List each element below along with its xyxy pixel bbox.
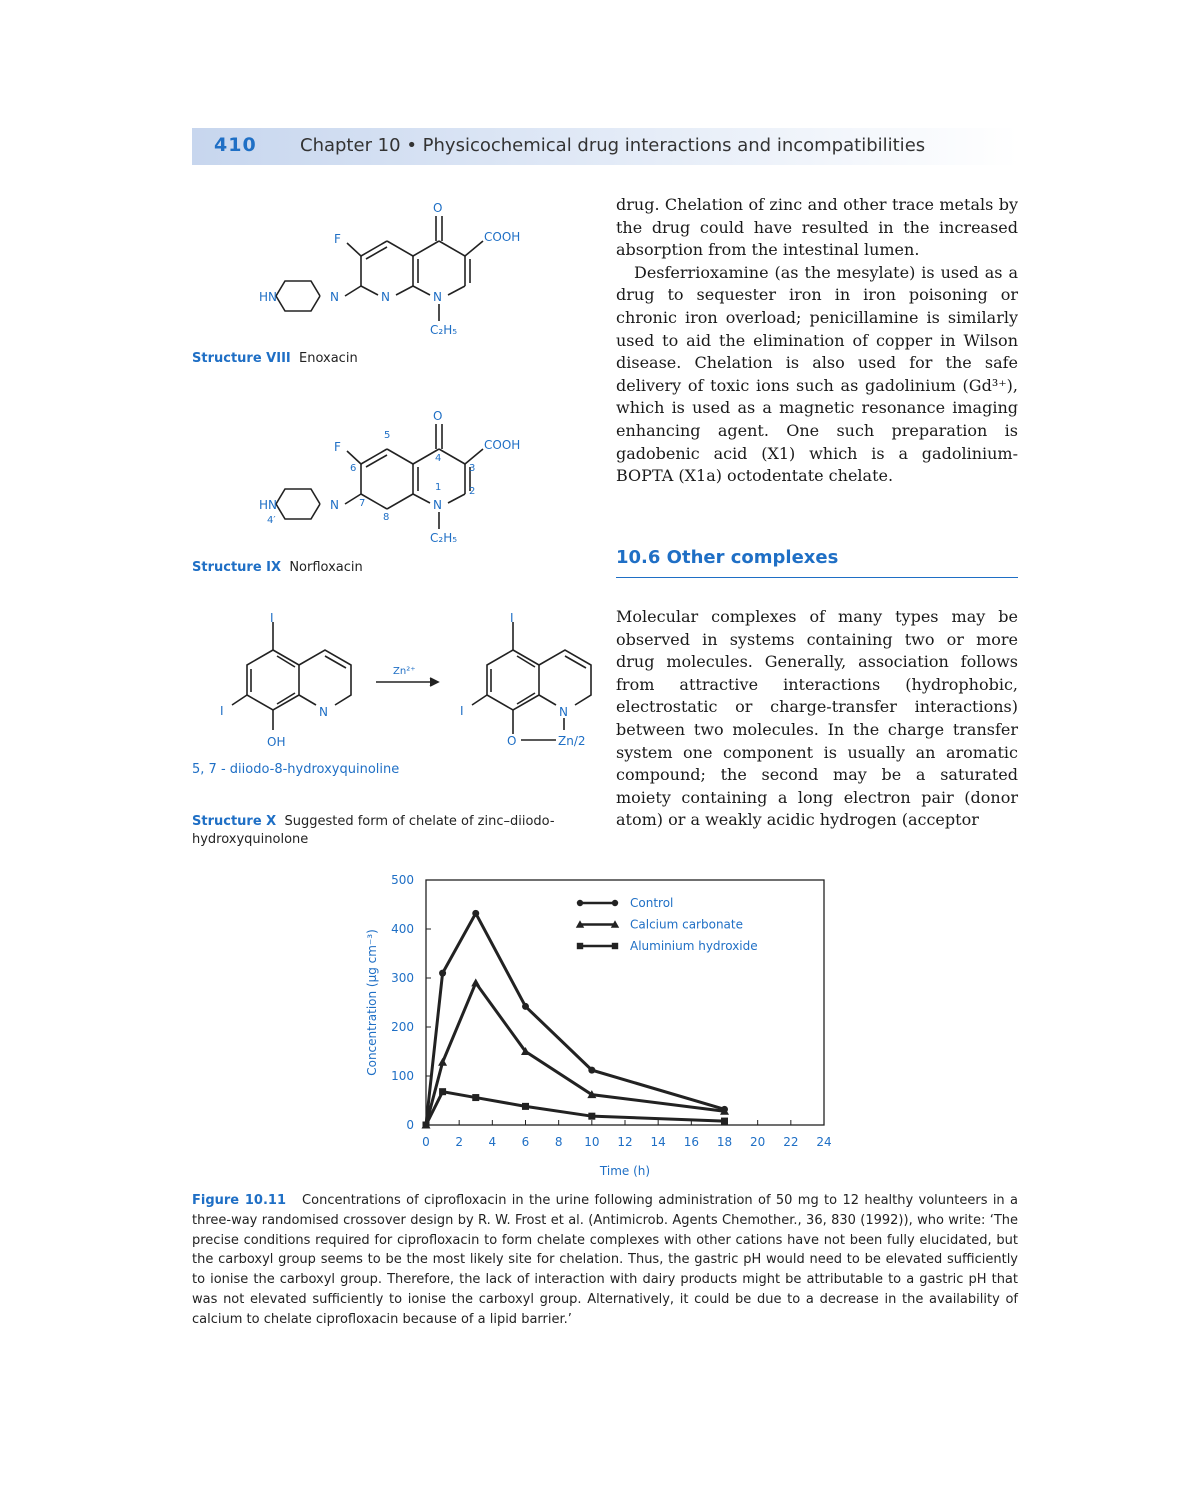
running-header: [192, 128, 1018, 165]
atom-hn: HN: [259, 290, 277, 304]
atom-n: N: [330, 498, 339, 512]
data-point: [423, 1122, 430, 1129]
paragraph: drug. Chelation of zinc and other trace metals by the drug could have resulted in the increased absorption from the intestinal lumen.: [616, 195, 1018, 260]
locant: 8: [383, 512, 390, 523]
data-point: [439, 970, 446, 977]
data-point: [471, 978, 480, 986]
structure-caption: hydroxyquinolone: [192, 832, 309, 847]
locant: 3: [469, 463, 476, 474]
y-tick-label: 400: [391, 922, 414, 936]
atom-o: O: [433, 201, 443, 215]
atom-n: N: [319, 705, 328, 719]
structure-label: Structure IX: [192, 560, 282, 575]
y-tick-label: 100: [391, 1069, 414, 1083]
atom-i: I: [220, 704, 224, 718]
atom-hn: HN: [259, 498, 277, 512]
right-column-upper: [616, 194, 1018, 488]
atom-i: I: [460, 704, 464, 718]
data-point: [721, 1118, 728, 1125]
data-point: [472, 910, 479, 917]
group-cooh: COOH: [484, 230, 521, 244]
atom-o: O: [507, 734, 517, 748]
y-tick-label: 300: [391, 971, 414, 985]
zinc-half: Zn/2: [558, 734, 586, 748]
data-point: [438, 1058, 447, 1066]
data-point: [472, 1094, 479, 1101]
chelation-scheme: [210, 612, 610, 752]
legend-label: Aluminium hydroxide: [630, 939, 758, 953]
y-tick-label: 0: [406, 1118, 414, 1132]
locant: 4′: [267, 515, 276, 526]
atom-n: N: [381, 290, 390, 304]
norfloxacin-structure: [255, 404, 555, 549]
atom-n: N: [433, 290, 442, 304]
chapter-title: Chapter 10 • Physicochemical drug interactions and incompatibilities: [300, 135, 926, 156]
structure-name: Norfloxacin: [289, 560, 363, 575]
structure-caption: Suggested form of chelate of zinc–diiodo-: [284, 814, 555, 829]
figure-caption: [192, 1191, 1018, 1330]
paragraph: Molecular complexes of many types may be observed in systems containing two or more drug molecules. Generally, association follows from attractive interactions (hydrophobic, electrostatic or charge-transfer interactions) between two molecules. In the charge transfer system one component is usually an aromatic compound; the second may be a saturated moiety containing a long electron pair (donor atom) or a weakly acidic hydrogen (acceptor: [616, 607, 1018, 830]
enoxacin-structure: [255, 196, 555, 341]
legend-label: Control: [630, 896, 674, 910]
group-cooh: COOH: [484, 438, 521, 452]
concentration-chart: [352, 868, 842, 1180]
x-tick-label: 0: [422, 1135, 430, 1149]
locant: 2: [469, 486, 476, 497]
locant: 6: [350, 463, 357, 474]
data-point: [577, 900, 583, 906]
page-number: 410: [214, 134, 257, 156]
atom-n: N: [330, 290, 339, 304]
locant: 7: [359, 498, 366, 509]
atom-o: O: [433, 409, 443, 423]
x-tick-label: 14: [650, 1135, 666, 1149]
data-point: [612, 900, 618, 906]
group-oh: OH: [267, 735, 286, 749]
data-point: [522, 1003, 529, 1010]
x-tick-label: 4: [488, 1135, 497, 1149]
data-point: [588, 1113, 595, 1120]
figure-caption-text: Concentrations of ciprofloxacin in the urine following administration of 50 mg to 12 healthy volunteers in a three-way randomised crossover design by R. W. Frost et al. (Antimicrob. Agents Chemother., 36, 830 (1992)), who write: ‘The precise conditions required for ciprofloxacin to form chelate complexes with other cations have not been fully elucidated, but the carboxyl group seems to be the most likely site for chelation. Thus, the gastric pH would need to be elevated sufficiently to ionise the carboxyl group. Therefore, the lack of interaction with dairy products might be attributable to a gastric pH that was not elevated sufficiently to ionise the carboxyl group. Alternatively, it could be due to a decrease in the availability of calcium to chelate ciprofloxacin because of a lipid barrier.’: [192, 1193, 1018, 1327]
right-column-lower: [616, 606, 1018, 832]
x-tick-label: 10: [584, 1135, 600, 1149]
data-point: [439, 1088, 446, 1095]
y-tick-label: 200: [391, 1020, 414, 1034]
legend-label: Calcium carbonate: [630, 917, 743, 932]
structure-x-caption: [192, 813, 592, 849]
figure-label: Figure 10.11: [192, 1193, 286, 1208]
x-tick-label: 22: [783, 1135, 799, 1149]
atom-f: F: [334, 440, 341, 454]
structure-label: Structure VIII: [192, 351, 291, 366]
x-tick-label: 12: [617, 1135, 633, 1149]
section-heading: [616, 547, 1018, 578]
y-tick-label: 500: [391, 873, 414, 887]
x-tick-label: 16: [683, 1135, 699, 1149]
x-tick-label: 8: [554, 1135, 563, 1149]
x-tick-label: 20: [750, 1135, 766, 1149]
group-ethyl: C₂H₅: [430, 531, 458, 545]
structure-label: Structure X: [192, 814, 277, 829]
data-point: [612, 943, 618, 949]
locant: 5: [384, 430, 391, 441]
structure-ix-caption: [192, 560, 363, 575]
y-axis-label: Concentration (μg cm⁻³): [365, 929, 379, 1076]
section-title: 10.6 Other complexes: [616, 547, 839, 568]
atom-i: I: [270, 612, 274, 625]
x-tick-label: 6: [521, 1135, 530, 1149]
group-ethyl: C₂H₅: [430, 323, 458, 337]
compound-name: 5, 7 - diiodo-8-hydroxyquinoline: [192, 762, 400, 777]
locant: 4: [435, 453, 442, 464]
x-tick-label: 24: [816, 1135, 832, 1149]
atom-i: I: [510, 612, 514, 625]
plot-frame: [426, 880, 824, 1125]
x-axis-label: Time (h): [599, 1164, 651, 1178]
zinc-ion: Zn²⁺: [393, 666, 416, 677]
atom-n: N: [433, 498, 442, 512]
data-point: [577, 943, 583, 949]
x-tick-label: 18: [716, 1135, 733, 1149]
data-point: [522, 1103, 529, 1110]
atom-n: N: [559, 705, 568, 719]
x-tick-label: 2: [455, 1135, 463, 1149]
paragraph: Desferrioxamine (as the mesylate) is used as a drug to sequester iron in iron poisoning or chronic iron overload; penicillamine is similarly used to aid the elimination of copper in Wilson disease. Chelation is also used for the safe delivery of toxic ions such as gadolinium (Gd³⁺), which is used as a magnetic resonance imaging enhancing agent. One such preparation is gadobenic acid (X1) which is a gadolinium-BOPTA (X1a) octodentate chelate.: [616, 262, 1018, 486]
locant: 1: [435, 482, 442, 493]
structure-name: Enoxacin: [299, 351, 358, 366]
data-point: [588, 1067, 595, 1074]
atom-f: F: [334, 232, 341, 246]
structure-viii-caption: [192, 351, 358, 366]
